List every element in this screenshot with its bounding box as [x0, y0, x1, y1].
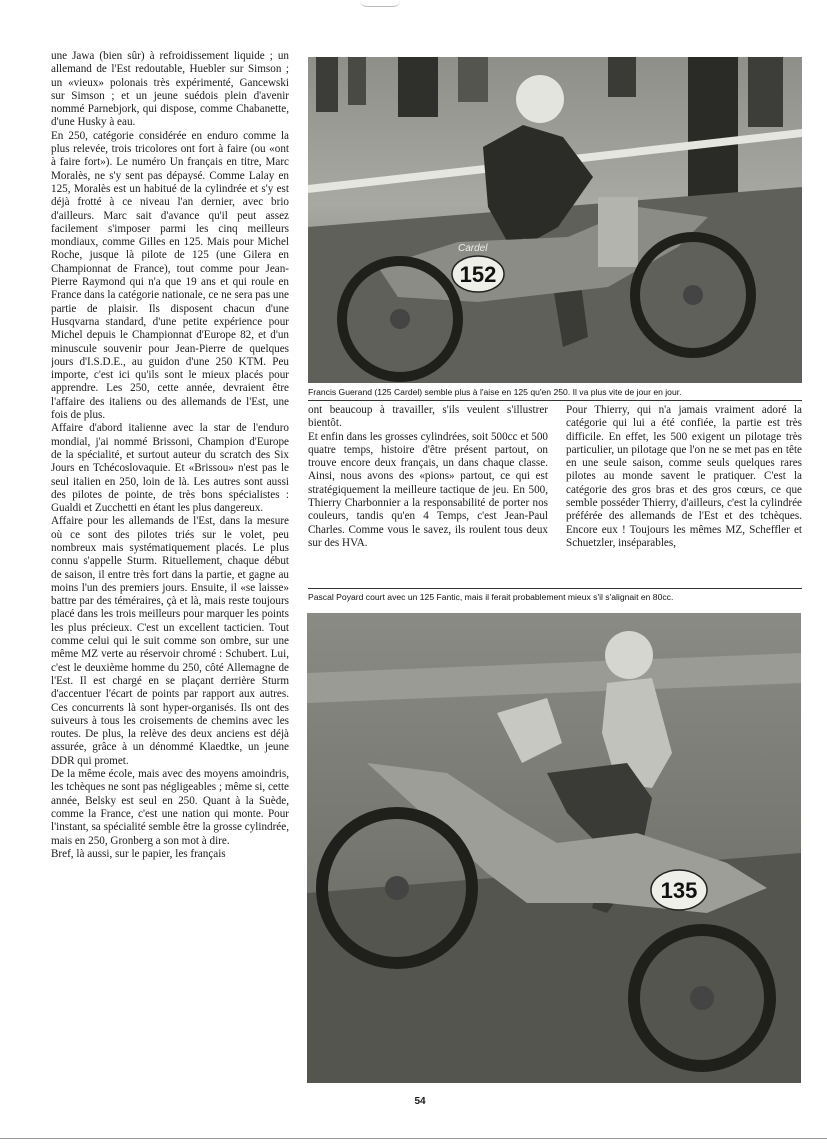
- photo-rider-152: [308, 57, 802, 383]
- photo-caption-top: Francis Guerand (125 Cardel) semble plus à l'aise en 125 qu'en 250. Il va plus vite de jour en jour.: [308, 387, 682, 397]
- page-bottom-edge: [0, 1138, 827, 1139]
- photo-rider-135: [307, 613, 801, 1083]
- article-column-2: [308, 404, 548, 586]
- paragraph: Et enfin dans les grosses cylindrées, soit 500cc et 500 quatre temps, histoire d'être présent partout, on trouve encore deux français, un dans chaque classe. Ainsi, nous avons des «pions» partout, ce qui est stratégiquement la meilleure tactique de jeu. En 500, Thierry Charbonnier a la responsabilité de porter nos couleurs, tandis qu'en 4 Temps, c'est Jean-Paul Charles. Comme vous le savez, ils roulent tous deux sur des HVA.: [308, 430, 548, 549]
- paragraph: Pour Thierry, qui n'a jamais vraiment adoré la catégorie qui lui a été confiée, la partie est très difficile. En effet, les 500 exigent un pilotage très particulier, un pilotage que l'on ne se met pas en tête en une seule saison, comme seuls quelques rares pilotes au monde savent le pratiquer. C'est la catégorie des gros bras et des gros cœurs, ce que semble posséder Thierry, d'ailleurs, c'est la cylindrée préférée des allemands de l'Est et des tchèques. Encore eux ! Toujours les mêmes MZ, Scheffler et Schuetzler, inséparables,: [566, 404, 802, 549]
- article-column-1: [51, 50, 289, 1085]
- page-fold-mark: [360, 0, 400, 7]
- article-column-3: [566, 404, 802, 586]
- paragraph: Bref, là aussi, sur le papier, les français: [51, 847, 226, 860]
- paragraph: une Jawa (bien sûr) à refroidissement liquide ; un allemand de l'Est redoutable, Huebler sur Simson ; un «vieux» polonais très expérimenté, Gancewski sur Simson ; et un jeune suédois plein d'avenir nommé Parnebjork, qui dispose, comme Chabanette, d'une Husky à eau.: [51, 50, 289, 129]
- caption-divider: [308, 400, 802, 401]
- photo-caption-bottom: Pascal Poyard court avec un 125 Fantic, mais il ferait probablement mieux s'il s'alignait en 80cc.: [308, 592, 674, 602]
- paragraph: Affaire pour les allemands de l'Est, dans la mesure où ce sont des pilotes triés sur le volet, peu nombreux mais systématiquement placés. Le plus connu s'appelle Sturm. Rituellement, chaque début de saison, il entre très fort dans la partie, et gagne au moins l'un des premiers jours. Ensuite, il «se laisse» battre par des téméraires, çà et là, mais reste toujours placé dans les trois meilleurs pour marquer les points les plus précieux. C'est un excellent tacticien. Tout comme celui qui le suit comme son ombre, sur une même MZ verte au réservoir chromé : Schubert. Lui, c'est le deuxième homme du 250, côté Allemagne de l'Est. Il est chargé en se plaçant derrière Sturm d'accentuer l'écart de points par rapport aux autres. Ces concurrents là sont hyper-organisés. Ils ont des suiveurs à tous les croisements de chemins avec les routes. De plus, la relève des deux anciens est déjà assurée, grâce à un dénommé Klaedtke, un jeune DDR qui promet.: [51, 515, 289, 767]
- paragraph: De la même école, mais avec des moyens amoindris, les tchèques ne sont pas négligeables ; même si, cette année, Belsky est seul en 250. Quant à la Suède, comme la France, c'est une nation qui monte. Pour l'instant, sa spécialité semble être la grosse cylindrée, mais en 250, Gronberg a son mot à dire.: [51, 768, 289, 847]
- plate-number-152: 152: [459, 262, 497, 287]
- paragraph: Affaire d'abord italienne avec la star de l'enduro mondial, j'ai nommé Brissoni, Champion d'Europe de la spécialité, et surtout auteur du scratch des Six Jours en Tchécoslovaquie. Et «Brissou» n'est pas le seul italien en 250, loin de là. Les autres sont aussi des pilotes de pointe, de très bons spécialistes : Gualdi et Zucchetti en étant les plus dangereux.: [51, 422, 289, 515]
- paragraph: En 250, catégorie considérée en enduro comme la plus relevée, trois tricolores ont fort à faire (ou «ont à faire fort»). Le numéro Un français en titre, Marc Moralès, ne s'y sent pas dépaysé. Comme Lalay en 125, Moralès est un habitué de la cylindrée et s'y est déjà frotté à ce niveau l'an dernier, avec brio d'ailleurs. Marc sait d'avance qu'il peut assez facilement s'imposer parmi les cinq meilleurs mondiaux, comme Gilles en 125. Mais pour Michel Roche, jusque là pilote de 125 (une Gilera en Championnat de France), tout comme pour Jean-Pierre Raymond qui n'a que 19 ans et qui roule en France dans la catégorie nationale, ce ne sera pas une partie de plaisir. Ils disposent chacun d'une Husqvarna standard, d'une petite expérience pour Michel depuis le Championnat d'Europe 82, et d'un minuscule souvenir pour Jean-Pierre de quelques jours d'I.S.D.E., au guidon d'une 250 KTM. Peu importe, c'est ici qu'ils sont le mieux placés pour apprendre. Les 250, cette année, devraient être l'affaire des italiens ou des allemands de l'Est, une fois de plus.: [51, 129, 289, 422]
- plate-number-135: 135: [660, 878, 698, 903]
- caption-divider: [308, 588, 802, 589]
- paragraph: ont beaucoup à travailler, s'ils veulent s'illustrer bientôt.: [308, 404, 548, 430]
- page-number: 54: [414, 1096, 426, 1107]
- tank-brand-label: Cardel: [458, 243, 488, 254]
